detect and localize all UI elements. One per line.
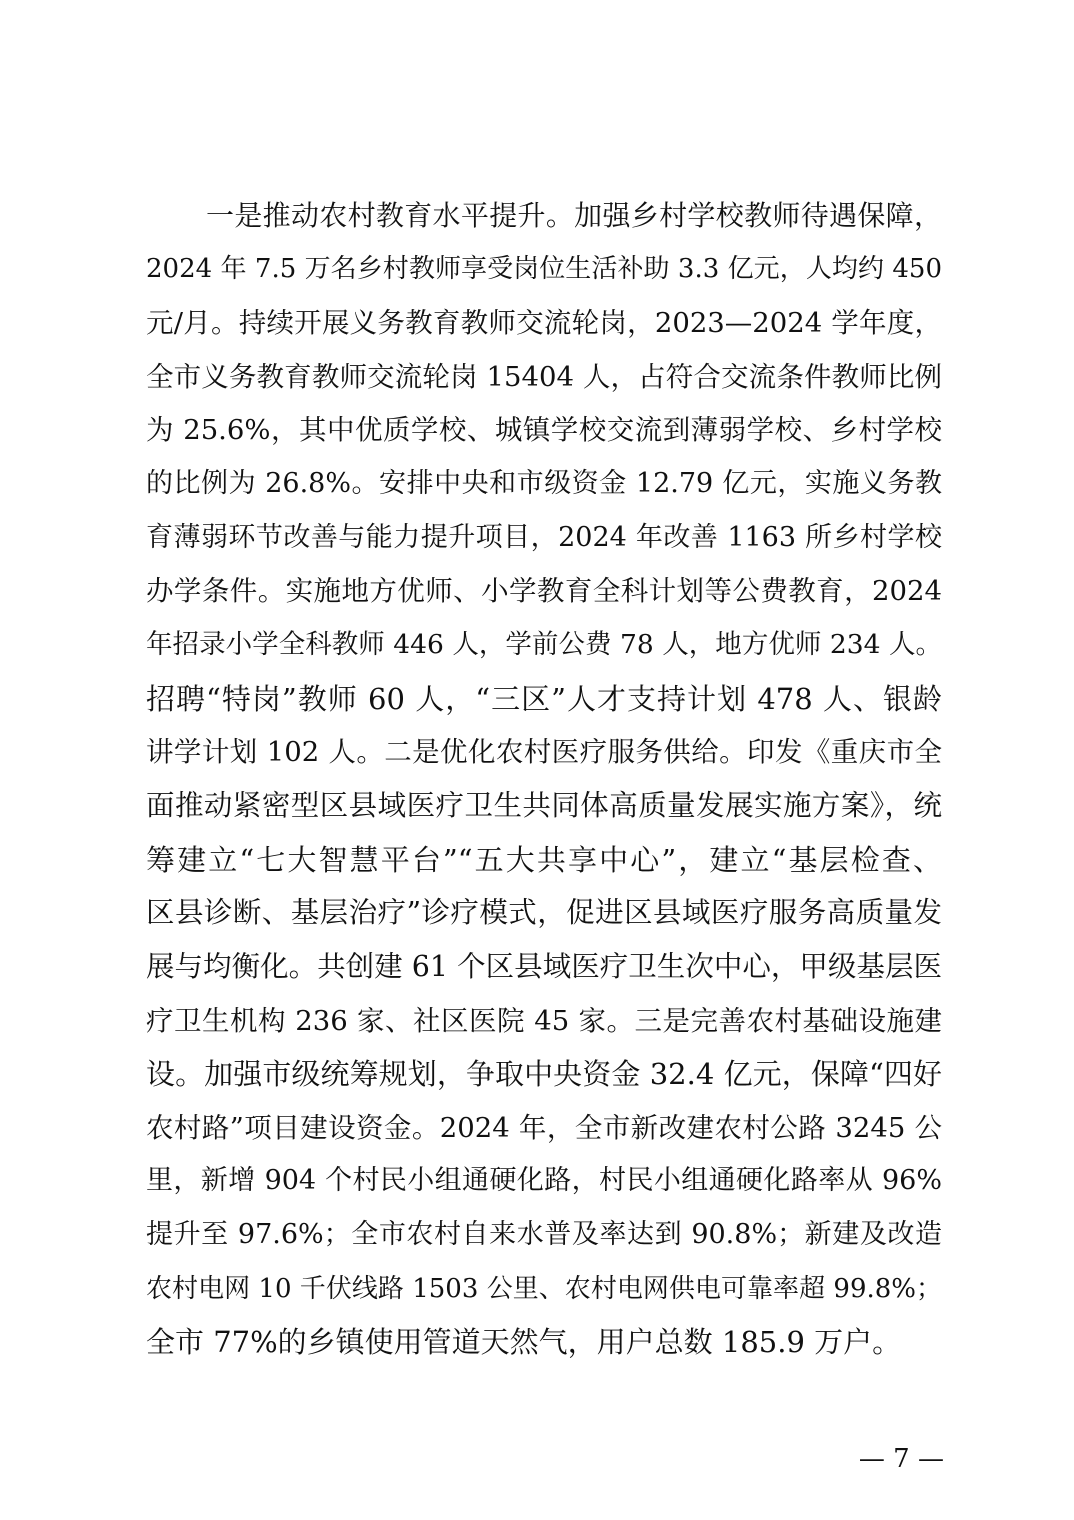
paragraph-line: 为 25.6%，其中优质学校、城镇学校交流到薄弱学校、乡村学校 [146,414,942,446]
paragraph-line: 全市 77%的乡镇使用管道天然气，用户总数 185.9 万户。 [146,1325,902,1359]
paragraph-line: 全市义务教育教师交流轮岗 15404 人，占符合交流条件教师比例 [146,361,942,393]
paragraph-line: 农村电网 10 千伏线路 1503 公里、农村电网供电可靠率超 99.8%； [146,1274,942,1304]
paragraph-line: 元/月。持续开展义务教育教师交流轮岗，2023—2024 学年度， [146,307,942,339]
paragraph-line: 筹建立“七大智慧平台”“五大共享中心”，建立“基层检查、 [146,843,942,877]
paragraph-line: 讲学计划 102 人。二是优化农村医疗服务供给。印发《重庆市全 [146,736,942,768]
paragraph-line: 农村路”项目建设资金。2024 年，全市新改建农村公路 3245 公 [146,1112,942,1144]
paragraph-line: 年招录小学全科教师 446 人，学前公费 78 人，地方优师 234 人。 [146,629,942,660]
page-number: — 7 — [858,1444,944,1474]
paragraph-line: 疗卫生机构 236 家、社区医院 45 家。三是完善农村基础设施建 [146,1005,942,1037]
paragraph-line: 育薄弱环节改善与能力提升项目，2024 年改善 1163 所乡村学校 [146,522,942,553]
paragraph-line: 面推动紧密型区县域医疗卫生共同体高质量发展实施方案》，统 [146,789,942,822]
paragraph-line: 的比例为 26.8%。安排中央和市级资金 12.79 亿元，实施义务教 [146,468,942,499]
paragraph-line: 一是推动农村教育水平提升。加强乡村学校教师待遇保障， [206,199,942,232]
paragraph-line: 展与均衡化。共创建 61 个区县域医疗卫生次中心，甲级基层医 [146,950,942,983]
paragraph-line: 设。加强市级统筹规划，争取中央资金 32.4 亿元，保障“四好 [146,1057,942,1091]
paragraph-line: 里，新增 904 个村民小组通硬化路，村民小组通硬化路率从 96% [146,1165,942,1196]
paragraph-line: 提升至 97.6%；全市农村自来水普及率达到 90.8%；新建及改造 [146,1219,942,1250]
paragraph-line: 2024 年 7.5 万名乡村教师享受岗位生活补助 3.3 亿元，人均约 450 [146,254,942,284]
paragraph-line: 区县诊断、基层治疗”诊疗模式，促进区县域医疗服务高质量发 [146,896,942,929]
paragraph-line: 办学条件。实施地方优师、小学教育全科计划等公费教育，2024 [146,575,942,607]
paragraph-line: 招聘“特岗”教师 60 人，“三区”人才支持计划 478 人、银龄 [146,682,942,716]
